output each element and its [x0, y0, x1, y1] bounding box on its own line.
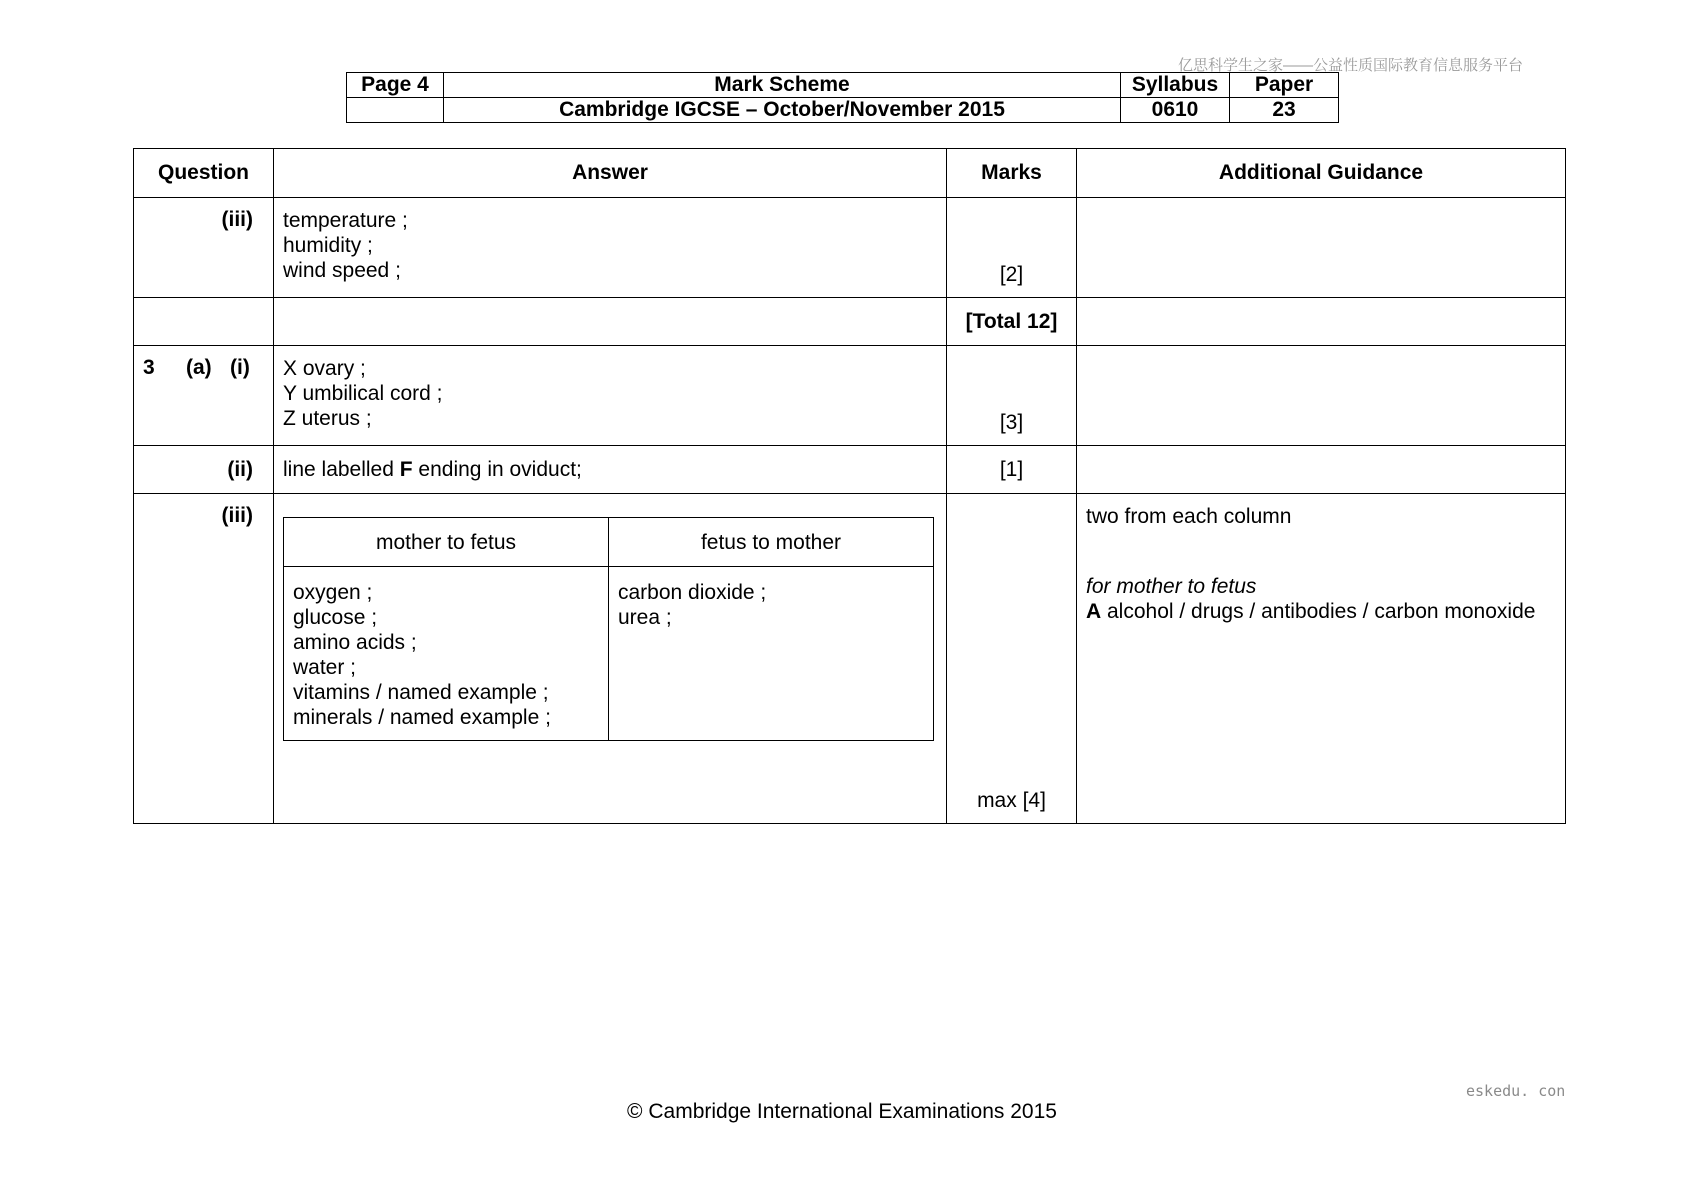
page-empty-cell	[347, 98, 444, 123]
paper-label: Paper	[1230, 73, 1339, 98]
answer-text: line labelled	[283, 458, 400, 481]
syllabus-label: Syllabus	[1121, 73, 1230, 98]
watermark-bottom: eskedu. con	[1466, 1082, 1566, 1100]
list-item: oxygen ;	[293, 581, 373, 604]
answer-line: X ovary ;	[283, 357, 366, 380]
watermark-top: 亿思科学生之家——公益性质国际教育信息服务平台	[1178, 57, 1524, 74]
answer-line: wind speed ;	[283, 259, 401, 282]
guidance-cell	[1077, 198, 1566, 298]
list-item: amino acids ;	[293, 631, 417, 654]
mother-to-fetus-header: mother to fetus	[284, 518, 609, 567]
answer-line: humidity ;	[283, 234, 373, 257]
answer-cell	[274, 494, 947, 824]
page-label: Page 4	[347, 73, 444, 98]
header-info-table	[346, 72, 1339, 123]
marks-cell: [1]	[947, 446, 1077, 494]
guidance-accept-line	[1086, 599, 1565, 624]
guidance-italic: for mother to fetus	[1086, 575, 1257, 598]
list-item: carbon dioxide ;	[618, 581, 767, 604]
paper-value: 23	[1230, 98, 1339, 123]
guidance-line: two from each column	[1086, 505, 1292, 528]
column-header-question: Question	[134, 149, 274, 198]
mother-to-fetus-list	[284, 567, 609, 741]
copyright-footer: © Cambridge International Examinations 2015	[627, 1100, 1057, 1123]
list-item: water ;	[293, 656, 357, 679]
marks-cell: [2]	[947, 198, 1077, 298]
question-cell: (ii)	[134, 446, 274, 494]
fetus-to-mother-header: fetus to mother	[609, 518, 934, 567]
table-row	[134, 494, 1566, 824]
answer-line: temperature ;	[283, 209, 408, 232]
answer-cell	[274, 346, 947, 446]
question-cell: (iii)	[134, 198, 274, 298]
fetus-to-mother-list	[609, 567, 934, 741]
question-part: (a)	[186, 356, 212, 379]
question-cell	[134, 346, 274, 446]
answer-bold-label: F	[399, 458, 413, 481]
guidance-cell	[1077, 298, 1566, 346]
total-marks-cell: [Total 12]	[947, 298, 1077, 346]
answer-cell	[274, 198, 947, 298]
accept-label: A	[1086, 600, 1102, 623]
exchange-table	[283, 517, 934, 741]
table-row	[134, 446, 1566, 494]
list-item: urea ;	[618, 606, 672, 629]
column-header-marks: Marks	[947, 149, 1077, 198]
column-header-guidance: Additional Guidance	[1077, 149, 1566, 198]
question-subpart: (i)	[230, 356, 250, 379]
question-cell: (iii)	[134, 494, 274, 824]
answer-cell	[274, 446, 947, 494]
table-row	[134, 298, 1566, 346]
guidance-cell	[1077, 446, 1566, 494]
answer-line: Y umbilical cord ;	[283, 382, 443, 405]
question-number: 3	[143, 356, 155, 379]
list-item: minerals / named example ;	[293, 706, 551, 729]
guidance-cell	[1077, 346, 1566, 446]
column-header-answer: Answer	[274, 149, 947, 198]
answer-text: ending in oviduct;	[412, 458, 582, 481]
mark-scheme-title: Mark Scheme	[444, 73, 1121, 98]
guidance-cell	[1077, 494, 1566, 824]
exam-subtitle: Cambridge IGCSE – October/November 2015	[444, 98, 1121, 123]
question-cell	[134, 298, 274, 346]
syllabus-value: 0610	[1121, 98, 1230, 123]
table-row	[134, 198, 1566, 298]
answer-cell	[274, 298, 947, 346]
table-header-row	[134, 149, 1566, 198]
list-item: vitamins / named example ;	[293, 681, 549, 704]
list-item: glucose ;	[293, 606, 378, 629]
table-row	[134, 346, 1566, 446]
mark-scheme-table	[133, 148, 1566, 824]
marks-cell: [3]	[947, 346, 1077, 446]
accept-text: alcohol / drugs / antibodies / carbon monoxide	[1101, 600, 1536, 623]
answer-line: Z uterus ;	[283, 407, 372, 430]
marks-cell: max [4]	[947, 494, 1077, 824]
